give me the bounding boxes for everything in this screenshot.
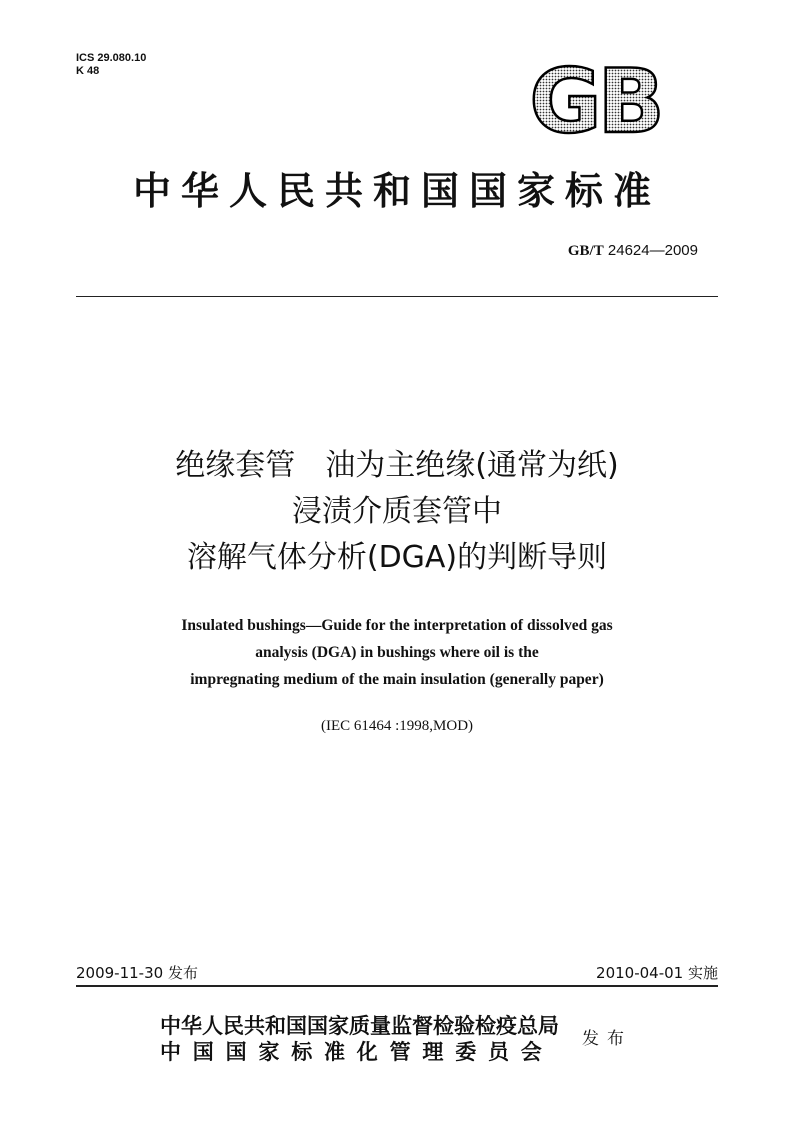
standard-code: 24624—2009 <box>607 242 698 259</box>
english-title-line-1: Insulated bushings—Guide for the interpretation of dissolved gas <box>181 617 613 634</box>
bottom-divider <box>76 985 718 987</box>
issuer-sac: 中国国家标准化管理委员会 <box>160 1040 554 1064</box>
top-divider <box>76 296 718 297</box>
gb-logo <box>515 60 675 140</box>
classification-codes <box>76 52 146 78</box>
adoption-reference: (IEC 61464 :1998,MOD) <box>320 718 474 734</box>
chinese-title <box>0 443 794 581</box>
ccs-code: K 48 <box>76 65 100 77</box>
english-title <box>0 612 794 693</box>
release-label: 发布 <box>582 1029 632 1049</box>
chinese-title-line-3: 溶解气体分析(DGA)的判断导则 <box>186 540 608 575</box>
chinese-title-line-1: 绝缘套管 油为主绝缘(通常为纸) <box>175 448 619 483</box>
standard-prefix: GB/T <box>567 243 604 259</box>
english-title-line-2: analysis (DGA) in bushings where oil is the <box>255 644 539 661</box>
svg-text:GB: GB <box>529 60 661 140</box>
standard-category-title: 中华人民共和国国家标准 <box>132 168 661 213</box>
issuer-aqsiq: 中华人民共和国国家质量监督检验检疫总局 <box>160 1014 559 1038</box>
publish-date: 2009-11-30 发布 <box>76 964 198 982</box>
implement-date: 2010-04-01 实施 <box>596 964 718 982</box>
chinese-title-line-2: 浸渍介质套管中 <box>292 494 502 529</box>
ics-code: ICS 29.080.10 <box>76 52 147 64</box>
english-title-line-3: impregnating medium of the main insulation (generally paper) <box>190 671 604 688</box>
standard-number <box>568 242 698 260</box>
